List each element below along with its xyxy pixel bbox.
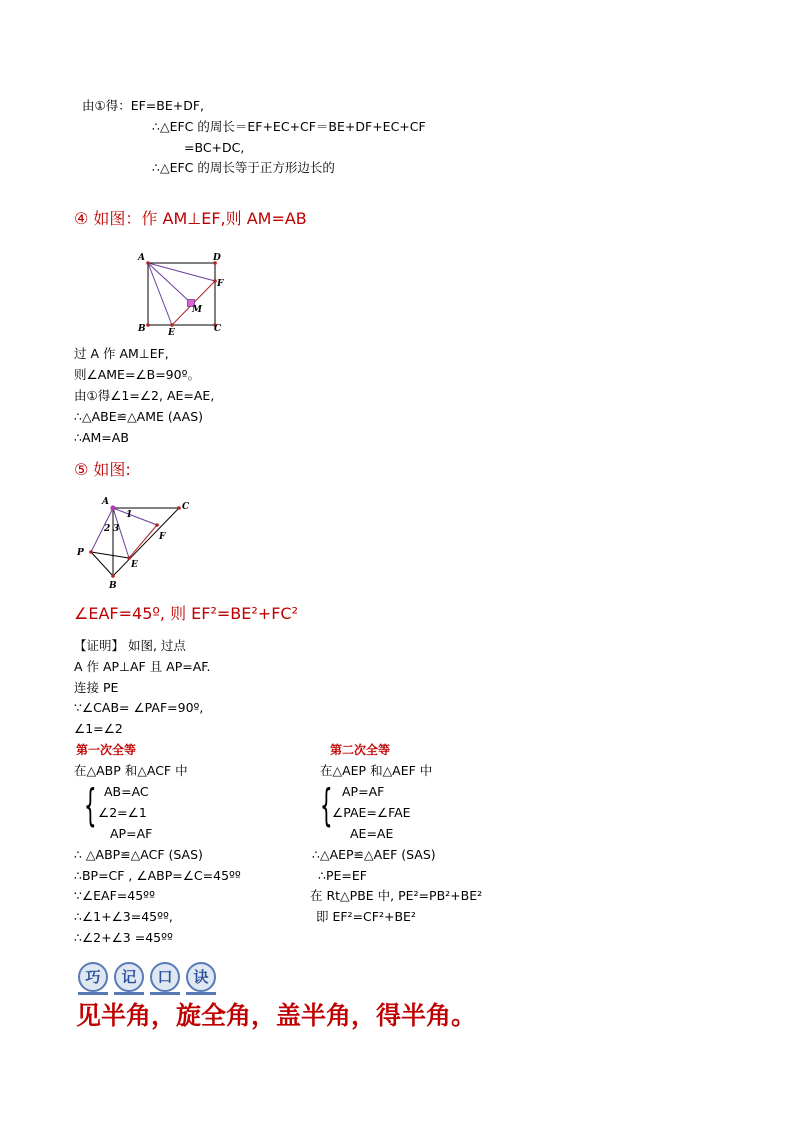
section4-line-3: 由①得∠1=∠2, AE=AE, — [74, 388, 215, 403]
right-after-3: 在 Rt△PBE 中, PE²=PB²+BE² — [310, 888, 483, 903]
segment-ef — [129, 525, 157, 558]
section4-line-1: 过 A 作 AM⊥EF, — [74, 346, 169, 361]
left-cond-2: ∠2=∠1 — [98, 805, 147, 820]
left-after-1: ∴ △ABP≌△ACF (SAS) — [74, 847, 203, 862]
label-b: B — [138, 324, 146, 334]
right-intro: 在△AEP 和△AEF 中 — [320, 763, 433, 778]
point-b — [111, 574, 115, 578]
label-e: E — [131, 560, 138, 570]
left-after-5: ∴∠2+∠3 =45ºº — [74, 930, 173, 945]
point-e — [170, 323, 174, 327]
section4-line-2: 则∠AME=∠B=90º。 — [74, 367, 200, 382]
label-e: E — [168, 328, 175, 338]
right-after-4: 即 EF²=CF²+BE² — [316, 909, 416, 924]
right-after-2: ∴PE=EF — [318, 868, 367, 883]
label-f: F — [159, 532, 166, 542]
section4-line-4: ∴△ABE≌△AME (AAS) — [74, 409, 204, 424]
segment-bc — [113, 508, 179, 576]
proof-line-5: ∠1=∠2 — [74, 721, 123, 736]
right-title: 第二次全等 — [330, 743, 391, 757]
proof-line-1: 【证明】 如图, 过点 — [74, 638, 186, 653]
segment-pe — [91, 552, 129, 558]
mnemonic-stamp-1: 巧 — [78, 962, 108, 992]
label-m: M — [192, 305, 202, 315]
label-angle-2: 2 — [104, 524, 111, 534]
point-c — [177, 506, 181, 510]
point-a — [146, 261, 150, 265]
right-brace: { — [320, 780, 333, 831]
left-title: 第一次全等 — [76, 743, 137, 757]
left-cond-1: AB=AC — [104, 784, 149, 799]
left-brace: { — [84, 780, 97, 831]
proof-line-2: A 作 AP⊥AF 且 AP=AF. — [74, 659, 211, 674]
triangle-figure — [72, 492, 202, 592]
section4-heading: ④ 如图：作 AM⊥EF,则 AM=AB — [74, 209, 307, 228]
left-after-2: ∴BP=CF , ∠ABP=∠C=45ºº — [74, 868, 241, 883]
top-line-4: ∴△EFC 的周长等于正方形边长的 — [152, 160, 335, 175]
segment-af — [113, 508, 157, 525]
point-b — [146, 323, 150, 327]
section5-claim: ∠EAF=45º, 则 EF²=BE²+FC² — [74, 604, 298, 623]
point-f — [155, 523, 159, 527]
square-figure — [130, 248, 230, 338]
left-after-3: ∵∠EAF=45ºº — [74, 888, 155, 903]
section4-line-5: ∴AM=AB — [74, 430, 129, 445]
top-line-3: =BC+DC, — [184, 140, 245, 155]
label-angle-1: 1 — [126, 510, 133, 520]
section5-heading: ⑤ 如图: — [74, 460, 131, 479]
label-a: A — [102, 497, 109, 507]
left-cond-3: AP=AF — [110, 826, 153, 841]
label-b: B — [109, 581, 117, 591]
mnemonic-stamp-3: 口 — [150, 962, 180, 992]
left-after-4: ∴∠1+∠3=45ºº, — [74, 909, 173, 924]
right-cond-2: ∠PAE=∠FAE — [332, 805, 411, 820]
label-angle-3: 3 — [113, 524, 120, 534]
label-a: A — [138, 253, 145, 263]
left-intro: 在△ABP 和△ACF 中 — [74, 763, 188, 778]
point-p — [89, 550, 93, 554]
label-c: C — [214, 324, 222, 334]
right-after-1: ∴△AEP≌△AEF (SAS) — [312, 847, 436, 862]
mnemonic-stamp-4: 诀 — [186, 962, 216, 992]
label-f: F — [217, 279, 224, 289]
segment-ae — [148, 263, 172, 325]
right-cond-1: AP=AF — [342, 784, 385, 799]
label-c: C — [182, 502, 190, 512]
label-d: D — [213, 253, 221, 263]
label-p: P — [77, 548, 84, 558]
mnemonic-motto: 见半角，旋全角，盖半角，得半角。 — [76, 1001, 477, 1030]
proof-line-4: ∵∠CAB= ∠PAF=90º, — [74, 700, 204, 715]
proof-line-3: 连接 PE — [74, 680, 119, 695]
point-a — [110, 505, 115, 510]
right-cond-3: AE=AE — [350, 826, 394, 841]
top-line-1: 由①得：EF=BE+DF, — [82, 98, 205, 113]
mnemonic-stamp-2: 记 — [114, 962, 144, 992]
segment-pb — [91, 552, 113, 576]
top-line-2: ∴△EFC 的周长＝EF+EC+CF＝BE+DF+EC+CF — [152, 119, 426, 134]
